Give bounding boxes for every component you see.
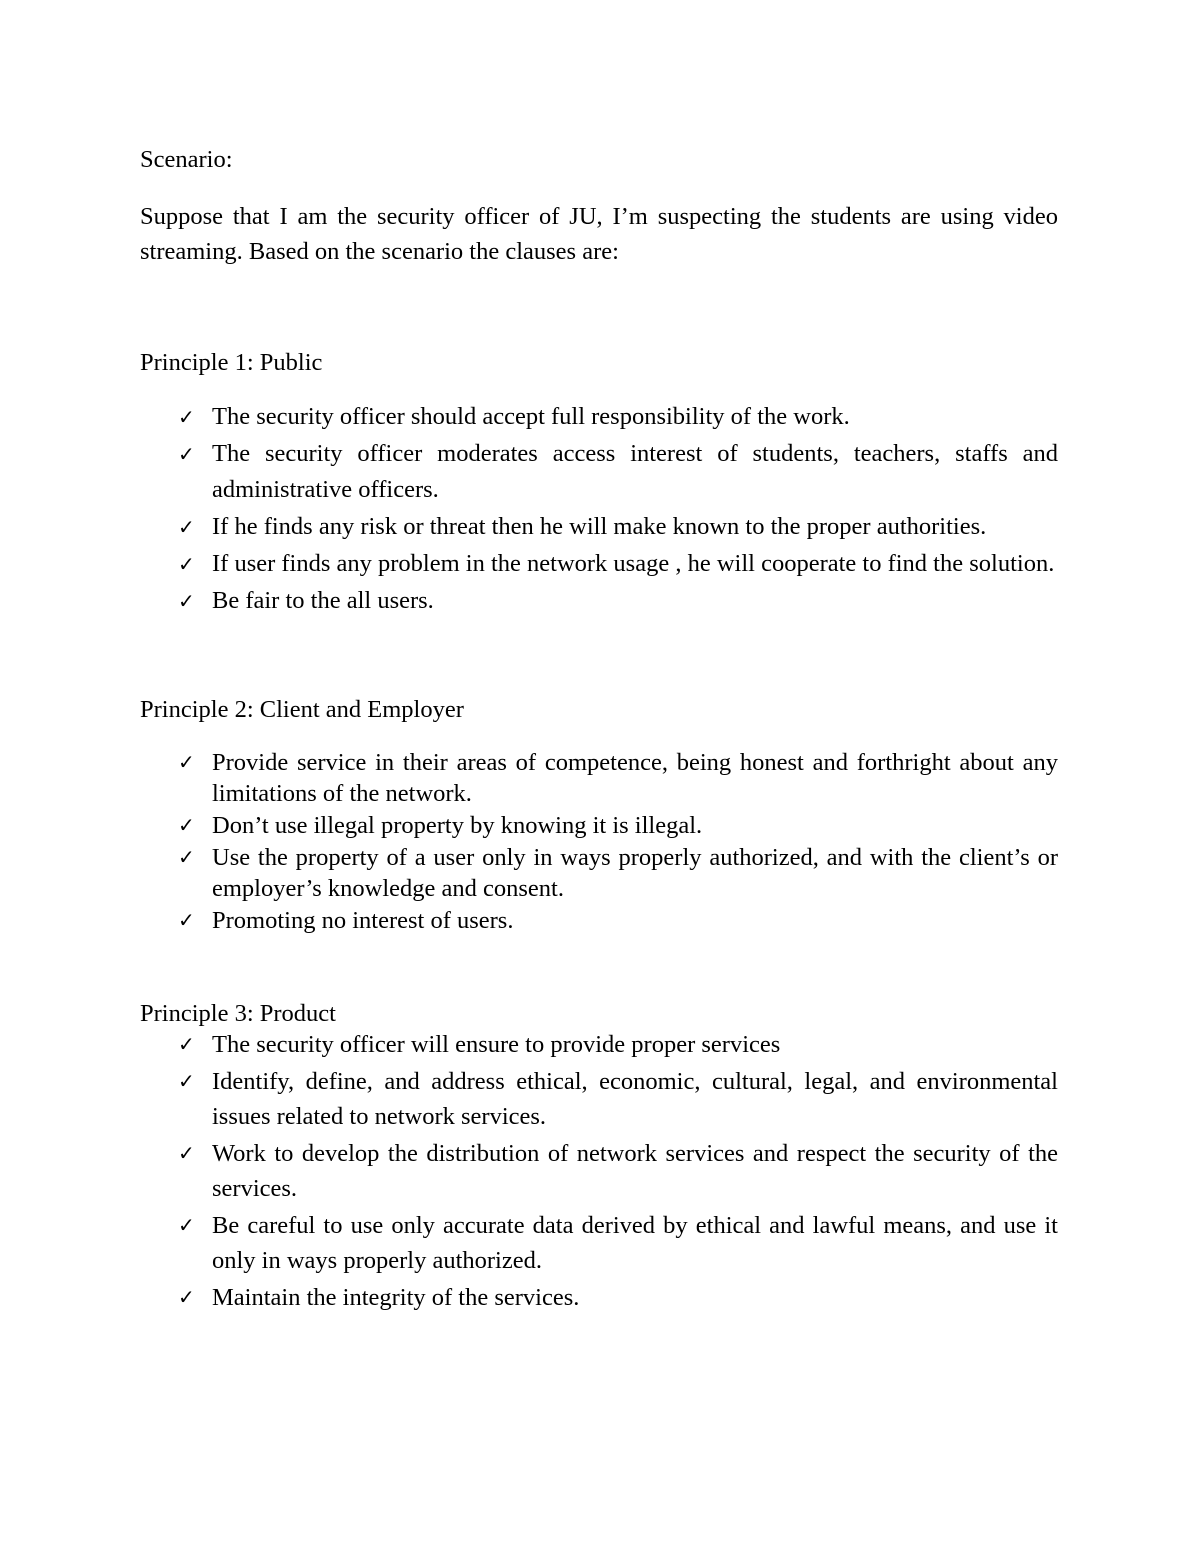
checkmark-icon: ✓ [178,1285,195,1309]
checkmark-icon: ✓ [178,1213,195,1237]
checkmark-icon: ✓ [178,552,195,576]
principle-3-heading: Principle 3: Product [140,1000,336,1027]
checkmark-icon: ✓ [178,1032,195,1056]
list-item: ✓ The security officer moderates access interest of students, teachers, staffs and administrative officers. [140,436,1058,508]
principle-1-list [140,399,1058,619]
scenario-text: Suppose that I am the security officer of JU, I’m suspecting the students are using video streaming. Based on the scenario the clauses are: [140,203,1058,265]
checkmark-icon: ✓ [178,1141,195,1165]
checkmark-icon: ✓ [178,845,195,869]
checkmark-icon: ✓ [178,750,195,774]
checkmark-icon: ✓ [178,515,195,539]
list-item: ✓ Work to develop the distribution of network services and respect the security of the services. [140,1136,1058,1206]
list-item: ✓ Promoting no interest of users. [178,907,514,934]
document-page [140,142,1058,1317]
list-item: ✓ Maintain the integrity of the services. [140,1280,1058,1315]
principle-1-heading: Principle 1: Public [140,349,323,376]
list-item: ✓ Be fair to the all users. [140,583,1058,619]
scenario-label: Scenario: [140,146,233,173]
list-item: ✓ Use the property of a user only in ways properly authorized, and with the client’s or employer’s knowledge and consent. [178,844,1058,902]
list-item: ✓ If user finds any problem in the network usage , he will cooperate to find the solution. [140,546,1058,582]
checkmark-icon: ✓ [178,442,195,466]
checkmark-icon: ✓ [178,589,195,613]
checkmark-icon: ✓ [178,813,195,837]
list-item: ✓ If he finds any risk or threat then he will make known to the proper authorities. [140,509,1058,545]
checkmark-icon: ✓ [178,1069,195,1093]
principle-2-list [140,747,1058,936]
list-item: ✓ The security officer should accept full responsibility of the work. [140,399,1058,435]
list-item: ✓ Identify, define, and address ethical, economic, cultural, legal, and environmental issues related to network services. [140,1064,1058,1134]
list-item: ✓ Be careful to use only accurate data derived by ethical and lawful means, and use it only in ways properly authorized. [140,1208,1058,1278]
principle-2-heading: Principle 2: Client and Employer [140,696,464,723]
list-item: ✓ The security officer will ensure to provide proper services [140,1027,1058,1062]
principle-3-list [140,1027,1058,1315]
checkmark-icon: ✓ [178,908,195,932]
list-item: ✓ Don’t use illegal property by knowing it is illegal. [178,812,703,839]
list-item: ✓ Provide service in their areas of competence, being honest and forthright about any limitations of the network. [178,749,1058,807]
checkmark-icon: ✓ [178,405,195,429]
